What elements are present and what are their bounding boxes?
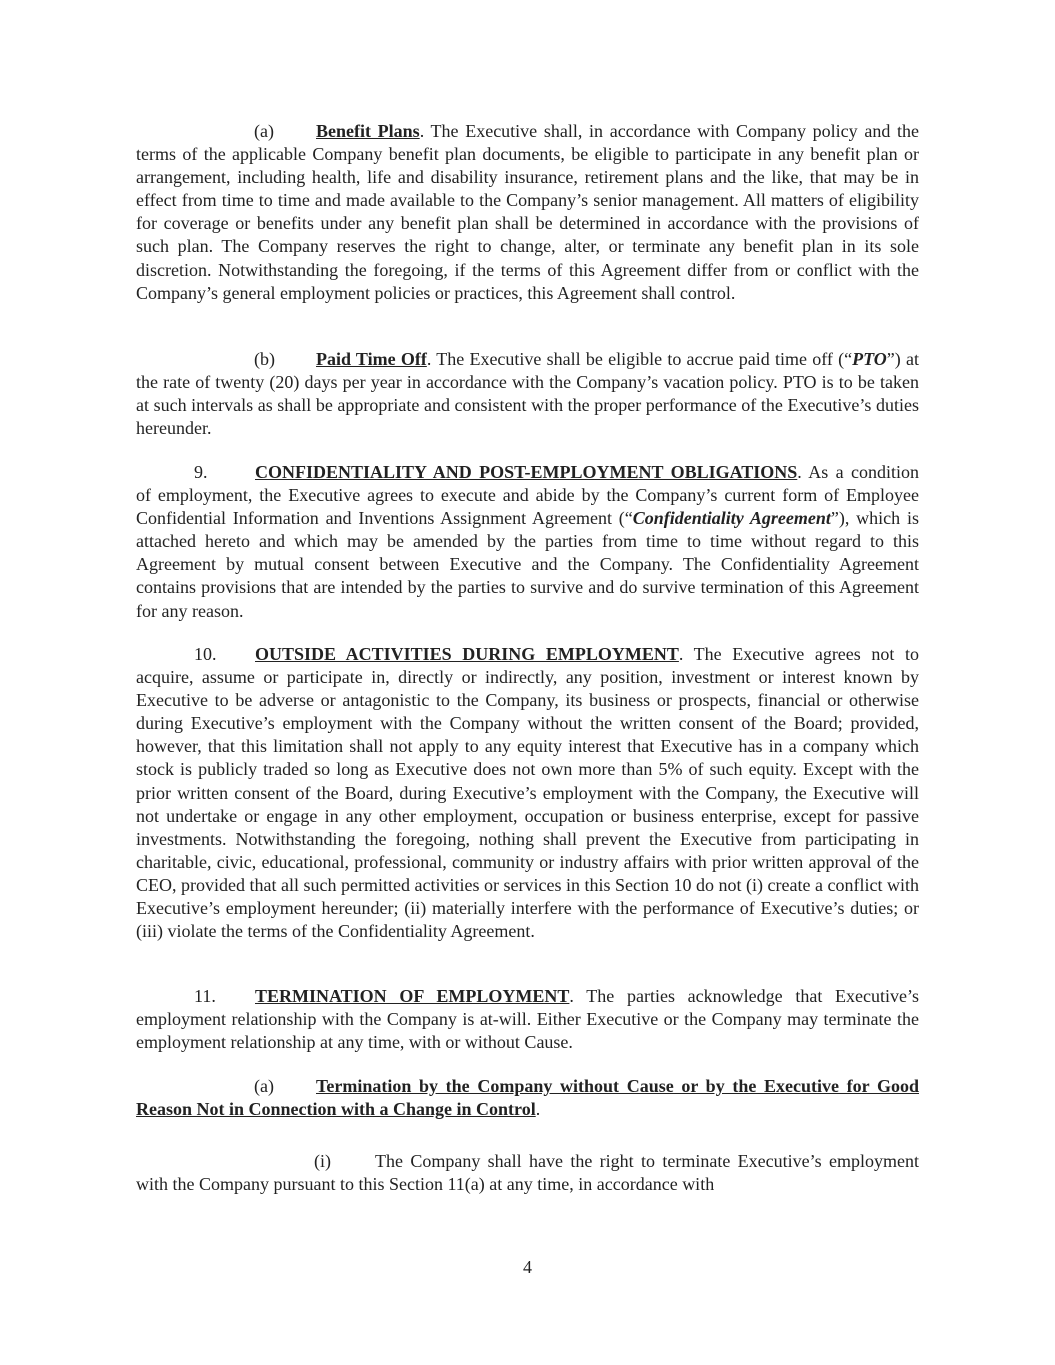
item-number: (a) <box>254 1076 274 1096</box>
body-text: ”), which is attached hereto and which may be amended by the parties from time to time without regard to this Agreement by mutual consent between Executive and the Company. The Confidentiality Agreement contains provisions that are intended by the parties to survive and do survive termination of this Agreement for any reason. <box>136 508 919 621</box>
section-11a-termination-without-cause <box>136 1075 919 1121</box>
section-heading: TERMINATION OF EMPLOYMENT <box>255 986 570 1006</box>
body-text: . The Executive agrees not to acquire, assume or participate in, directly or indirectly, any position, investment or interest known by Executive to be adverse or antagonistic to the Company, its business or prospects, financial or otherwise during Executive’s employment with the Company without the written consent of the Board; provided, however, that this limitation shall not apply to any equity interest that Executive has in a company which stock is publicly traded so long as Executive does not own more than 5% of such equity. Except with the prior written consent of the Board, during Executive’s employment with the Company, the Executive will not undertake or engage in any other employment, occupation or business enterprise, except for passive investments. Notwithstanding the foregoing, nothing shall prevent the Executive from participating in charitable, civic, educational, professional, community or industry affairs with prior written approval of the CEO, provided that all such permitted activities or services in this Section 10 do not (i) create a conflict with Executive’s employment hereunder; (ii) materially interfere with the performance of Executive’s duties; or (iii) violate the terms of the Confidentiality Agreement. <box>136 644 920 942</box>
section-number: 11. <box>194 986 216 1006</box>
body-text: The Company shall have the right to terminate Executive’s employment with the Company pursuant to this Section 11(a) at any time, in accordance with <box>136 1151 919 1195</box>
section-number: 9. <box>194 462 208 482</box>
section-9-confidentiality <box>136 461 919 623</box>
item-number: (a) <box>254 121 274 141</box>
body-text: . The Executive shall be eligible to accrue paid time off (“ <box>426 349 853 369</box>
page-number: 4 <box>523 1257 532 1277</box>
section-10-outside-activities <box>136 643 919 943</box>
defined-term-pto: PTO <box>852 349 887 369</box>
subsection-heading: Termination by the Company without Cause or by the Executive for Good Reason Not in Connection with a Change in Control <box>136 1076 919 1120</box>
body-text: . <box>535 1099 541 1120</box>
paragraph-paid-time-off <box>136 348 919 440</box>
section-heading: CONFIDENTIALITY AND POST-EMPLOYMENT OBLIGATIONS <box>255 462 798 482</box>
heading-benefit-plans: Benefit Plans <box>316 121 420 141</box>
item-number: (b) <box>254 349 275 369</box>
item-number: (i) <box>314 1151 331 1171</box>
body-text: ”) at the rate of twenty (20) days per year in accordance with the Company’s vacation policy. PTO is to be taken at such intervals as shall be appropriate and consistent with the proper performance of the Executive’s duties hereunder. <box>136 349 919 439</box>
defined-term-confidentiality-agreement: Confidentiality Agreement <box>632 508 831 529</box>
section-11-termination <box>136 985 919 1054</box>
section-number: 10. <box>194 644 217 664</box>
heading-paid-time-off: Paid Time Off <box>316 349 427 369</box>
body-text: . As a condition of employment, the Executive agrees to execute and abide by the Company’s current form of Employee Confidential Information and Inventions Assignment Agreement (“ <box>136 462 919 529</box>
section-11a-i <box>136 1150 919 1196</box>
body-text: . The parties acknowledge that Executive’s employment relationship with the Company is at-will. Either Executive or the Company may terminate the employment relationship at any time, with or without Cause. <box>136 986 919 1053</box>
section-heading: OUTSIDE ACTIVITIES DURING EMPLOYMENT <box>255 644 679 664</box>
body-text: . The Executive shall, in accordance with Company policy and the terms of the applicable Company benefit plan documents, be eligible to participate in any benefit plan or arrangement, including health, life and disability insurance, retirement plans and the like, that may be in effect from time to time and made available to the Company’s senior management. All matters of eligibility for coverage or benefits under any benefit plan shall be determined in accordance with the provisions of such plan. The Company reserves the right to change, alter, or terminate any benefit plan in its sole discretion. Notwithstanding the foregoing, if the terms of this Agreement differ from or conflict with the Company’s general employment policies or practices, this Agreement shall control. <box>136 121 919 303</box>
paragraph-benefit-plans <box>136 120 919 305</box>
